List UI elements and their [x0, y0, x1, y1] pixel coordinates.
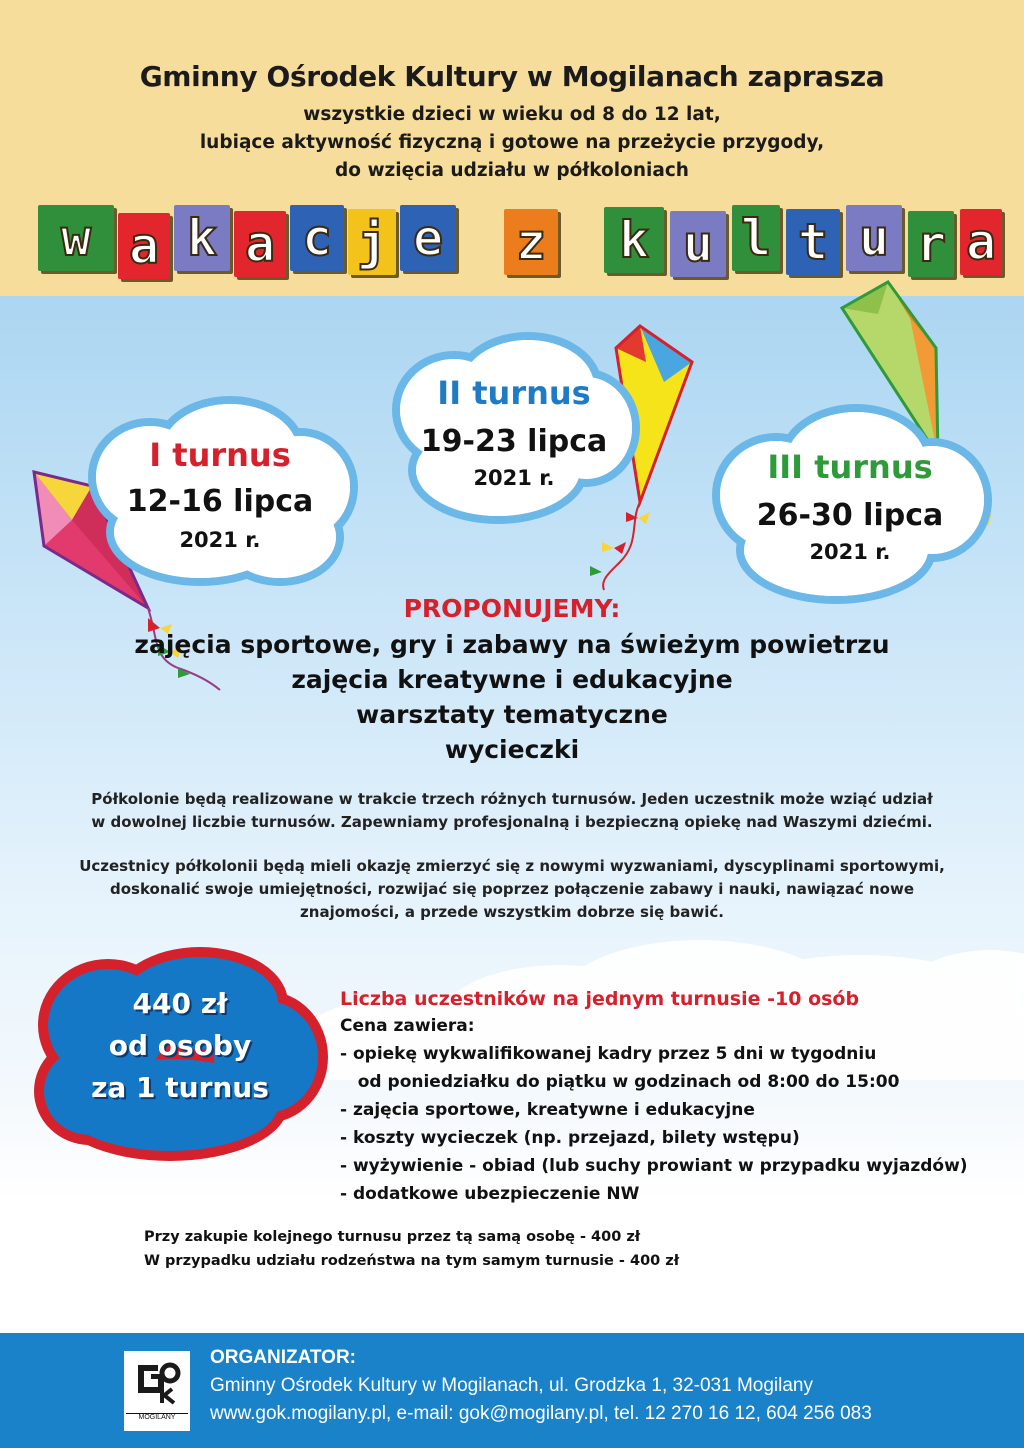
title-letter: t: [786, 209, 840, 275]
turnus-cloud-1: [80, 392, 360, 592]
turnus-dates: 26-30 lipca: [756, 498, 944, 533]
intro-line: lubiące aktywność fizyczną i gotowe na przeżycie przygody,: [199, 132, 825, 153]
title-letter: j: [348, 209, 396, 275]
title-letter: e: [400, 205, 456, 271]
organizer-address: Gminny Ośrodek Kultury w Mogilanach, ul. Grodzka 1, 32-031 Mogilany: [210, 1375, 813, 1396]
turnus-title: III turnus: [767, 448, 933, 486]
price-per-person: od osoby: [108, 1029, 252, 1062]
discount-line: W przypadku udziału rodzeństwa na tym samym turnusie - 400 zł: [144, 1253, 680, 1269]
title-letter: c: [290, 205, 344, 271]
title-letter: w: [38, 205, 114, 271]
title-letter: u: [846, 205, 902, 271]
price-includes-item: - koszty wycieczek (np. przejazd, bilety wstępu): [340, 1128, 800, 1148]
title-letter: r: [908, 211, 954, 277]
gok-logo-mark: [126, 1353, 188, 1413]
discounts: [144, 1225, 679, 1273]
description-paragraph-1: [0, 788, 1024, 834]
paragraph-line: Uczestnicy półkolonii będą mieli okazję zmierzyć się z nowymi wyzwaniami, dyscyplinami sportowymi,: [79, 857, 945, 875]
discount-line: Przy zakupie kolejnego turnusu przez tą samą osobę - 400 zł: [144, 1229, 641, 1245]
intro-line: wszystkie dzieci w wieku od 8 do 12 lat,: [303, 104, 721, 125]
price-includes-item: od poniedziałku do piątku w godzinach od 8:00 do 15:00: [340, 1072, 900, 1092]
title-letter: k: [604, 207, 664, 273]
turnus-year: 2021 r.: [809, 540, 891, 564]
paragraph-line: w dowolnej liczbie turnusów. Zapewniamy profesjonalną i bezpieczną opiekę nad Waszymi dziećmi.: [91, 813, 933, 831]
offer-item: warsztaty tematyczne: [356, 700, 668, 729]
description-paragraph-2: [0, 855, 1024, 924]
title-letter: l: [732, 205, 780, 271]
participants-limit: Liczba uczestników na jednym turnusie -10 osób: [340, 988, 860, 1010]
proponujemy-heading: PROPONUJEMY:: [403, 594, 621, 623]
offer-item: zajęcia kreatywne i edukacyjne: [291, 665, 733, 694]
price-includes-item: - dodatkowe ubezpieczenie NW: [340, 1184, 640, 1204]
gok-logo-caption: MOGILANY: [126, 1413, 188, 1421]
organizer-label: ORGANIZATOR:: [210, 1347, 357, 1368]
turnus-dates: 12-16 lipca: [126, 484, 314, 519]
turnus-year: 2021 r.: [473, 466, 555, 490]
paragraph-line: znajomości, a przede wszystkim dobrze się bawić.: [300, 903, 724, 921]
title-letter: a: [118, 213, 170, 279]
turnus-cloud-2: [388, 330, 640, 530]
turnus-title: I turnus: [149, 436, 291, 474]
price-includes-item: - opiekę wykwalifikowanej kadry przez 5 dni w tygodniu: [340, 1044, 877, 1064]
organizer-heading: Gminny Ośrodek Kultury w Mogilanach zaprasza: [139, 60, 885, 93]
paragraph-line: doskonalić swoje umiejętności, rozwijać się poprzez połączenie zabawy i nauki, nawiązać nowe: [109, 880, 915, 898]
title-letter: a: [960, 209, 1002, 275]
turnus-cloud-3: [706, 400, 994, 606]
title-letter: a: [234, 211, 286, 277]
price-details: [340, 988, 1000, 1208]
title-letter: k: [174, 205, 230, 271]
turnus-dates: 19-23 lipca: [420, 424, 608, 459]
price-amount: 440 zł: [132, 987, 228, 1020]
title-letter: z: [504, 209, 558, 275]
intro-line: do wzięcia udziału w półkoloniach: [335, 160, 689, 181]
offer-item: wycieczki: [444, 735, 580, 764]
price-includes-item: - zajęcia sportowe, kreatywne i edukacyjne: [340, 1100, 755, 1120]
title-letter: u: [670, 211, 726, 277]
organizer-contact: www.gok.mogilany.pl, e-mail: gok@mogilany.pl, tel. 12 270 16 12, 604 256 083: [210, 1403, 872, 1424]
price-includes-label: Cena zawiera:: [340, 1016, 475, 1036]
footer: [0, 1333, 1024, 1448]
gok-logo: [124, 1351, 190, 1431]
price-per-turnus: za 1 turnus: [91, 1071, 269, 1104]
turnus-title: II turnus: [437, 374, 591, 412]
title-wakacje-z-kultura: [0, 205, 1024, 285]
paragraph-line: Półkolonie będą realizowane w trakcie trzech różnych turnusów. Jeden uczestnik może wziąć udział: [91, 790, 933, 808]
price-cloud: [30, 945, 330, 1163]
price-includes-item: - wyżywienie - obiad (lub suchy prowiant w przypadku wyjazdów): [340, 1156, 968, 1176]
turnus-year: 2021 r.: [179, 528, 261, 552]
offer-item: zajęcia sportowe, gry i zabawy na świeżym powietrzu: [134, 630, 890, 659]
